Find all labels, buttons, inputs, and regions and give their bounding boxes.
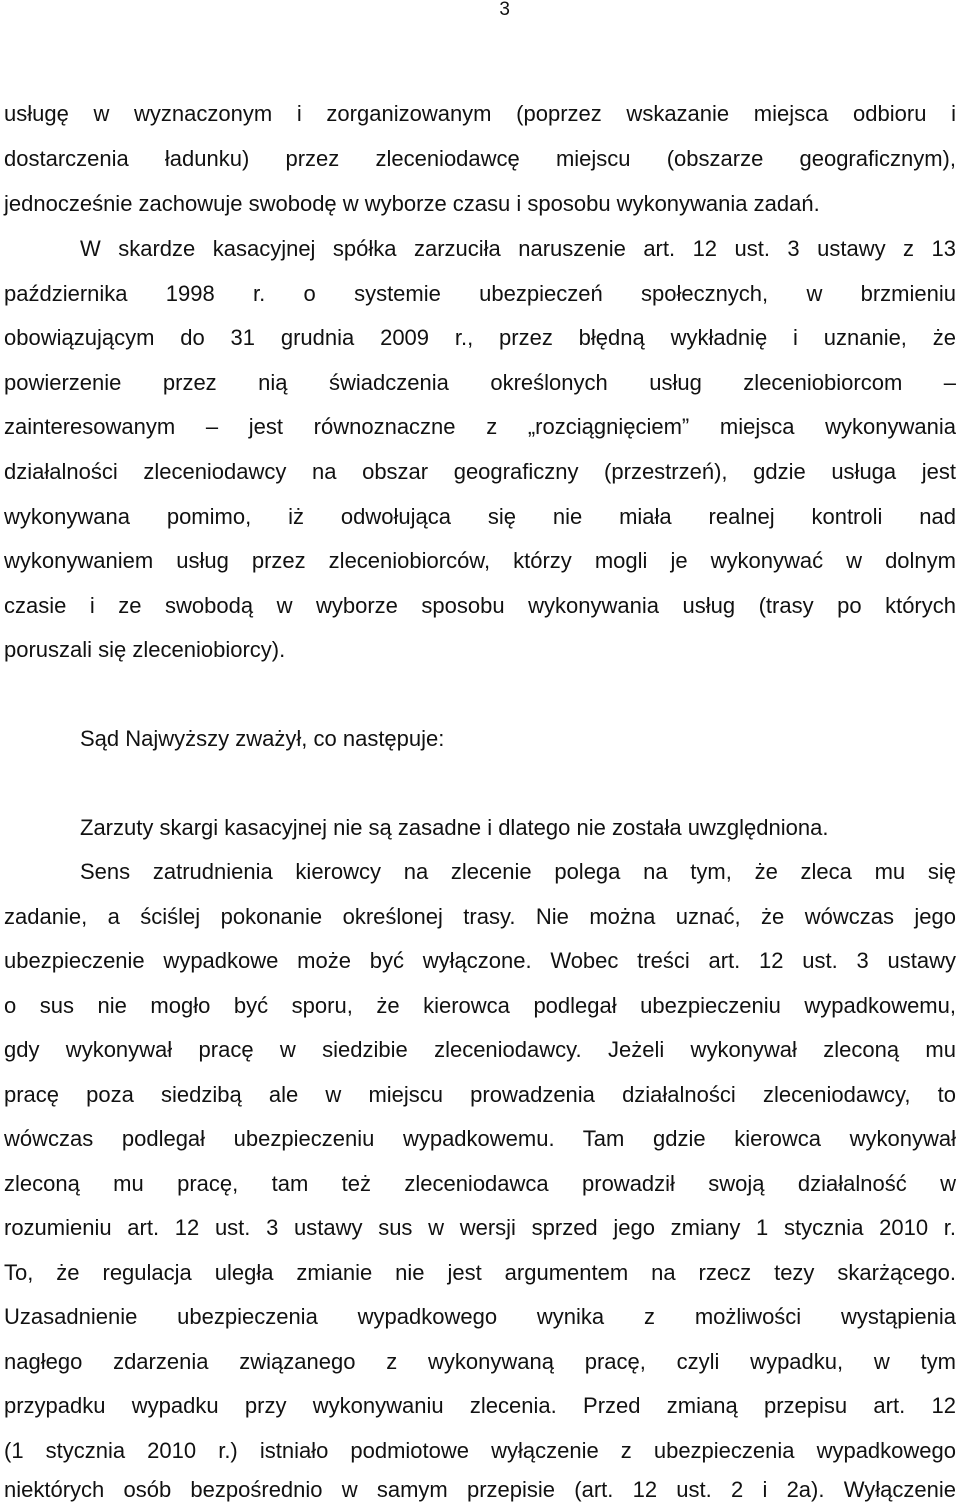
text-line: obowiązującym do 31 grudnia 2009 r., przez błędną wykładnię i uznanie, że — [4, 325, 956, 350]
text-line: przypadku wypadku przy wykonywaniu zlecenia. Przed zmianą przepisu art. 12 — [4, 1393, 956, 1418]
text-line: poruszali się zleceniobiorcy). — [4, 637, 286, 662]
section-heading: Sąd Najwyższy zważył, co następuje: — [80, 726, 445, 751]
text-line: Uzasadnienie ubezpieczenia wypadkowego wynika z możliwości wystąpienia — [4, 1304, 956, 1329]
text-line: W skardze kasacyjnej spółka zarzuciła naruszenie art. 12 ust. 3 ustawy z 13 — [80, 236, 956, 261]
text-line: października 1998 r. o systemie ubezpieczeń społecznych, w brzmieniu — [4, 281, 956, 306]
text-line: zainteresowanym – jest równoznaczne z „rozciągnięciem” miejsca wykonywania — [4, 414, 956, 439]
text-line: powierzenie przez nią świadczenia określonych usług zleceniobiorcom – — [4, 370, 956, 395]
text-line: usługę w wyznaczonym i zorganizowanym (poprzez wskazanie miejsca odbioru i — [4, 101, 956, 126]
text-line: pracę poza siedzibą ale w miejscu prowadzenia działalności zleceniodawcy, to — [4, 1082, 956, 1107]
text-line: Sens zatrudnienia kierowcy na zlecenie polega na tym, że zleca mu się — [80, 859, 956, 884]
text-line: zleconą mu pracę, tam też zleceniodawca prowadził swoją działalność w — [4, 1171, 956, 1196]
text-line: jednocześnie zachowuje swobodę w wyborze czasu i sposobu wykonywania zadań. — [4, 191, 820, 216]
text-line: gdy wykonywał pracę w siedzibie zleceniodawcy. Jeżeli wykonywał zleconą mu — [4, 1037, 956, 1062]
text-line: wykonywana pomimo, iż odwołująca się nie miała realnej kontroli nad — [4, 504, 956, 529]
text-line: niektórych osób bezpośrednio w samym przepisie (art. 12 ust. 2 i 2a). Wyłączenie — [4, 1477, 956, 1502]
text-line: wówczas podlegał ubezpieczeniu wypadkowemu. Tam gdzie kierowca wykonywał — [4, 1126, 956, 1151]
text-line: zadanie, a ściślej pokonanie określonej trasy. Nie można uznać, że wówczas jego — [4, 904, 956, 929]
text-line: o sus nie mogło być sporu, że kierowca podlegał ubezpieczeniu wypadkowemu, — [4, 993, 956, 1018]
text-line: ubezpieczenie wypadkowe może być wyłączone. Wobec treści art. 12 ust. 3 ustawy — [4, 948, 956, 973]
text-line: nagłego zdarzenia związanego z wykonywaną pracę, czyli wypadku, w tym — [4, 1349, 956, 1374]
text-line: To, że regulacja uległa zmianie nie jest argumentem na rzecz tezy skarżącego. — [4, 1260, 956, 1285]
text-line: (1 stycznia 2010 r.) istniało podmiotowe wyłączenie z ubezpieczenia wypadkowego — [4, 1438, 956, 1463]
text-line: wykonywaniem usług przez zleceniobiorców, którzy mogli je wykonywać w dolnym — [4, 548, 956, 573]
conclusion-line: Zarzuty skargi kasacyjnej nie są zasadne i dlatego nie została uwzględniona. — [80, 815, 829, 840]
page-number: 3 — [499, 0, 510, 20]
text-line: działalności zleceniodawcy na obszar geograficzny (przestrzeń), gdzie usługa jest — [4, 459, 956, 484]
text-line: rozumieniu art. 12 ust. 3 ustawy sus w wersji sprzed jego zmiany 1 stycznia 2010 r. — [4, 1215, 956, 1240]
text-line: czasie i ze swobodą w wyborze sposobu wykonywania usług (trasy po których — [4, 593, 956, 618]
text-line: dostarczenia ładunku) przez zleceniodawcę miejscu (obszarze geograficznym), — [4, 146, 956, 171]
